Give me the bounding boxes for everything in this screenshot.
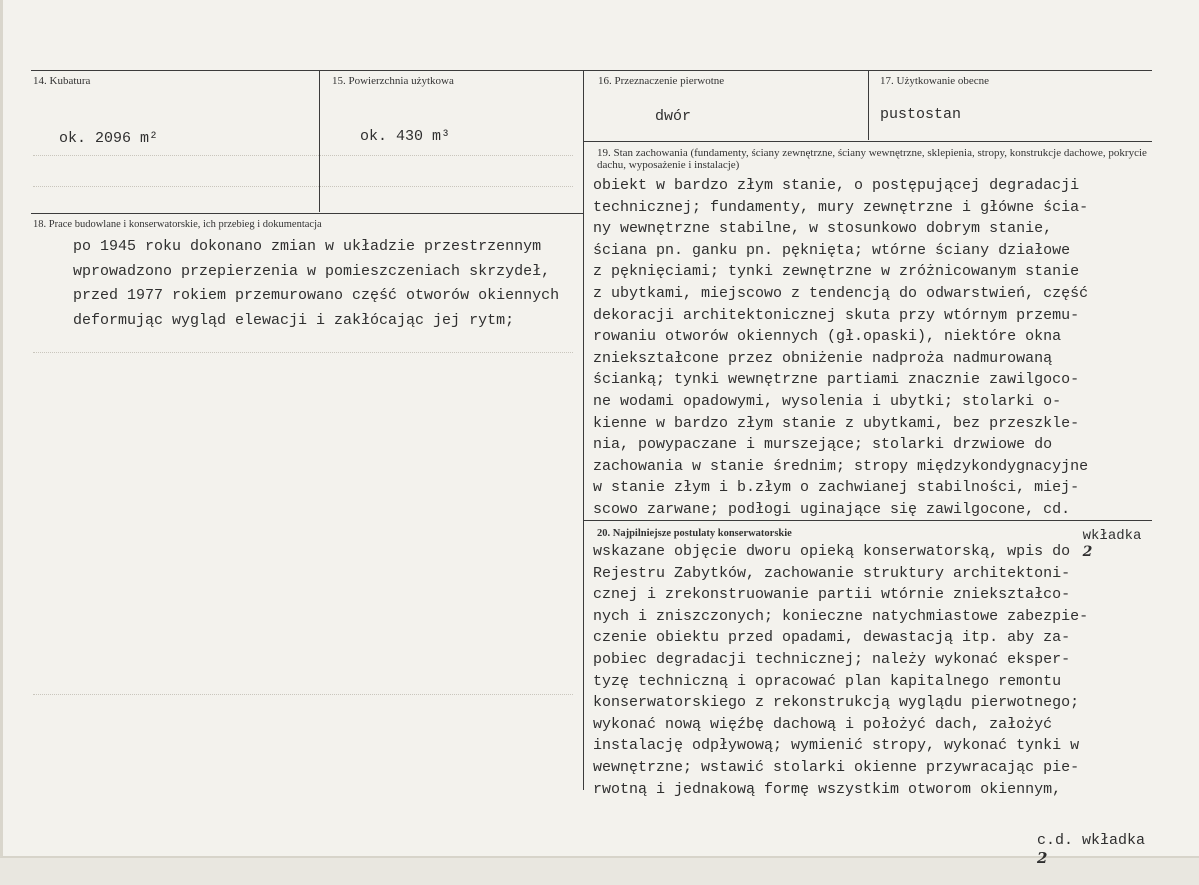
text-line: w stanie złym i b.złym o zachwianej stabilności, miej- [593,479,1080,497]
continuation-text: c.d. wkładka [1037,832,1146,849]
field-17-label: 17. Użytkowanie obecne [880,75,990,87]
field-19-text [593,175,1088,521]
text-line: obiekt w bardzo złym stanie, o postępującej degradacji [593,177,1080,194]
text-line: zniekształcone przez obniżenie nadproża nadmurowaną [593,349,1053,367]
rule-under-16-17 [583,141,1152,142]
guide-line [33,694,573,695]
rule-under-14-15 [31,213,583,214]
top-rule [31,70,1152,71]
text-line: rwotną i jednakową formę wszystkim otworom okiennym, [593,780,1062,798]
divider-main [583,70,584,790]
text-line: dekoracji architektonicznej skuta przy wtórnym przemu- [593,306,1080,324]
text-line: tyzę techniczną i opracować plan kapitalnego remontu [593,672,1062,690]
guide-line [33,155,573,156]
text-line: rowaniu otworów okiennych (gł.opaski), niektóre okna [593,328,1062,346]
field-16-value: dwór [655,108,692,125]
field-17-value: pustostan [880,106,962,123]
field-18-text [73,235,559,333]
continuation-number: 2 [1037,849,1048,867]
field-14-label: 14. Kubatura [33,75,91,87]
field-18-label: 18. Prace budowlane i konserwatorskie, ich przebieg i dokumentacja [33,219,322,230]
text-line: technicznej; fundamenty, mury zewnętrzne i główne ścia- [593,198,1089,216]
field-20-continuation [1001,815,1145,885]
divider-14-15 [319,70,320,212]
field-20-label: 20. Najpilniejsze postulaty konserwatorskie [597,528,792,539]
field-14-value: ok. 2096 m² [59,130,159,147]
text-line: ściana pn. ganku pn. pęknięta; wtórne ściany działowe [593,241,1071,259]
text-line: cznej i zrekonstruowanie partii wtórnie zniekształco- [593,586,1071,604]
text-line: wykonać nową więźbę dachową i położyć dach, założyć [593,715,1053,733]
divider-16-17 [868,70,869,140]
field-15-value: ok. 430 m³ [360,128,451,145]
text-line: z pęknięciami; tynki zewnętrzne w zróżnicowanym stanie [593,263,1080,281]
text-line: nia, powypaczane i murszejące; stolarki drzwiowe do [593,436,1053,454]
text-line: ne wodami opadowymi, wysolenia i ubytki; stolarki o- [593,392,1062,410]
continuation-number: 2 [1082,544,1093,560]
text-line: zachowania w stanie średnim; stropy międzykondygnacyjne [593,457,1089,475]
guide-line [33,186,573,187]
field-20-text [593,541,1088,800]
text-line: deformując wygląd elewacji i zakłócając jej rytm; [73,311,515,329]
guide-line [33,352,573,353]
text-line: ny wewnętrzne stabilne, w stosunkowo dobrym stanie, [593,220,1053,238]
text-line: po 1945 roku dokonano zmian w układzie przestrzennym [73,238,542,255]
text-line: ścianką; tynki wewnętrzne partiami znacznie zawilgoco- [593,371,1080,389]
field-19-label: 19. Stan zachowania (fundamenty, ściany zewnętrzne, ściany wewnętrzne, sklepienia, stropy, konstrukcje dachowe, pokrycie dachu, wyposażenie i instalacje) [597,147,1147,171]
text-line: scowo zarwane; podłogi uginające się zawilgocone, cd. [593,500,1071,518]
text-line: nych i zniszczonych; konieczne natychmiastowe zabezpie- [593,607,1089,625]
field-15-label: 15. Powierzchnia użytkowa [332,75,454,87]
text-line: wprowadzono przepierzenia w pomieszczeniach skrzydeł, [73,262,551,280]
text-line: instalację odpływową; wymienić stropy, wykonać tynki w [593,737,1080,755]
text-line: przed 1977 rokiem przemurowano część otworów okiennych [73,287,560,304]
field-16-label: 16. Przeznaczenie pierwotne [598,75,725,87]
text-line: wskazane objęcie dworu opieką konserwatorską, wpis do [593,543,1071,560]
text-line: czenie obiektu przed opadami, dewastacją itp. aby za- [593,629,1071,647]
text-line: Rejestru Zabytków, zachowanie struktury architektoni- [593,564,1071,582]
text-line: pobiec degradacji technicznej; należy wykonać eksper- [593,650,1071,668]
text-line: konserwatorskiego z rekonstrukcją wyglądu pierwotnego; [593,694,1080,712]
continuation-text: wkładka [1082,528,1142,544]
text-line: wewnętrzne; wstawić stolarki okienne przywracając pie- [593,758,1080,776]
text-line: kienne w bardzo złym stanie z ubytkami, bez przeszkle- [593,414,1080,432]
text-line: z ubytkami, miejscowo z tendencją do odwarstwień, część [593,284,1089,302]
